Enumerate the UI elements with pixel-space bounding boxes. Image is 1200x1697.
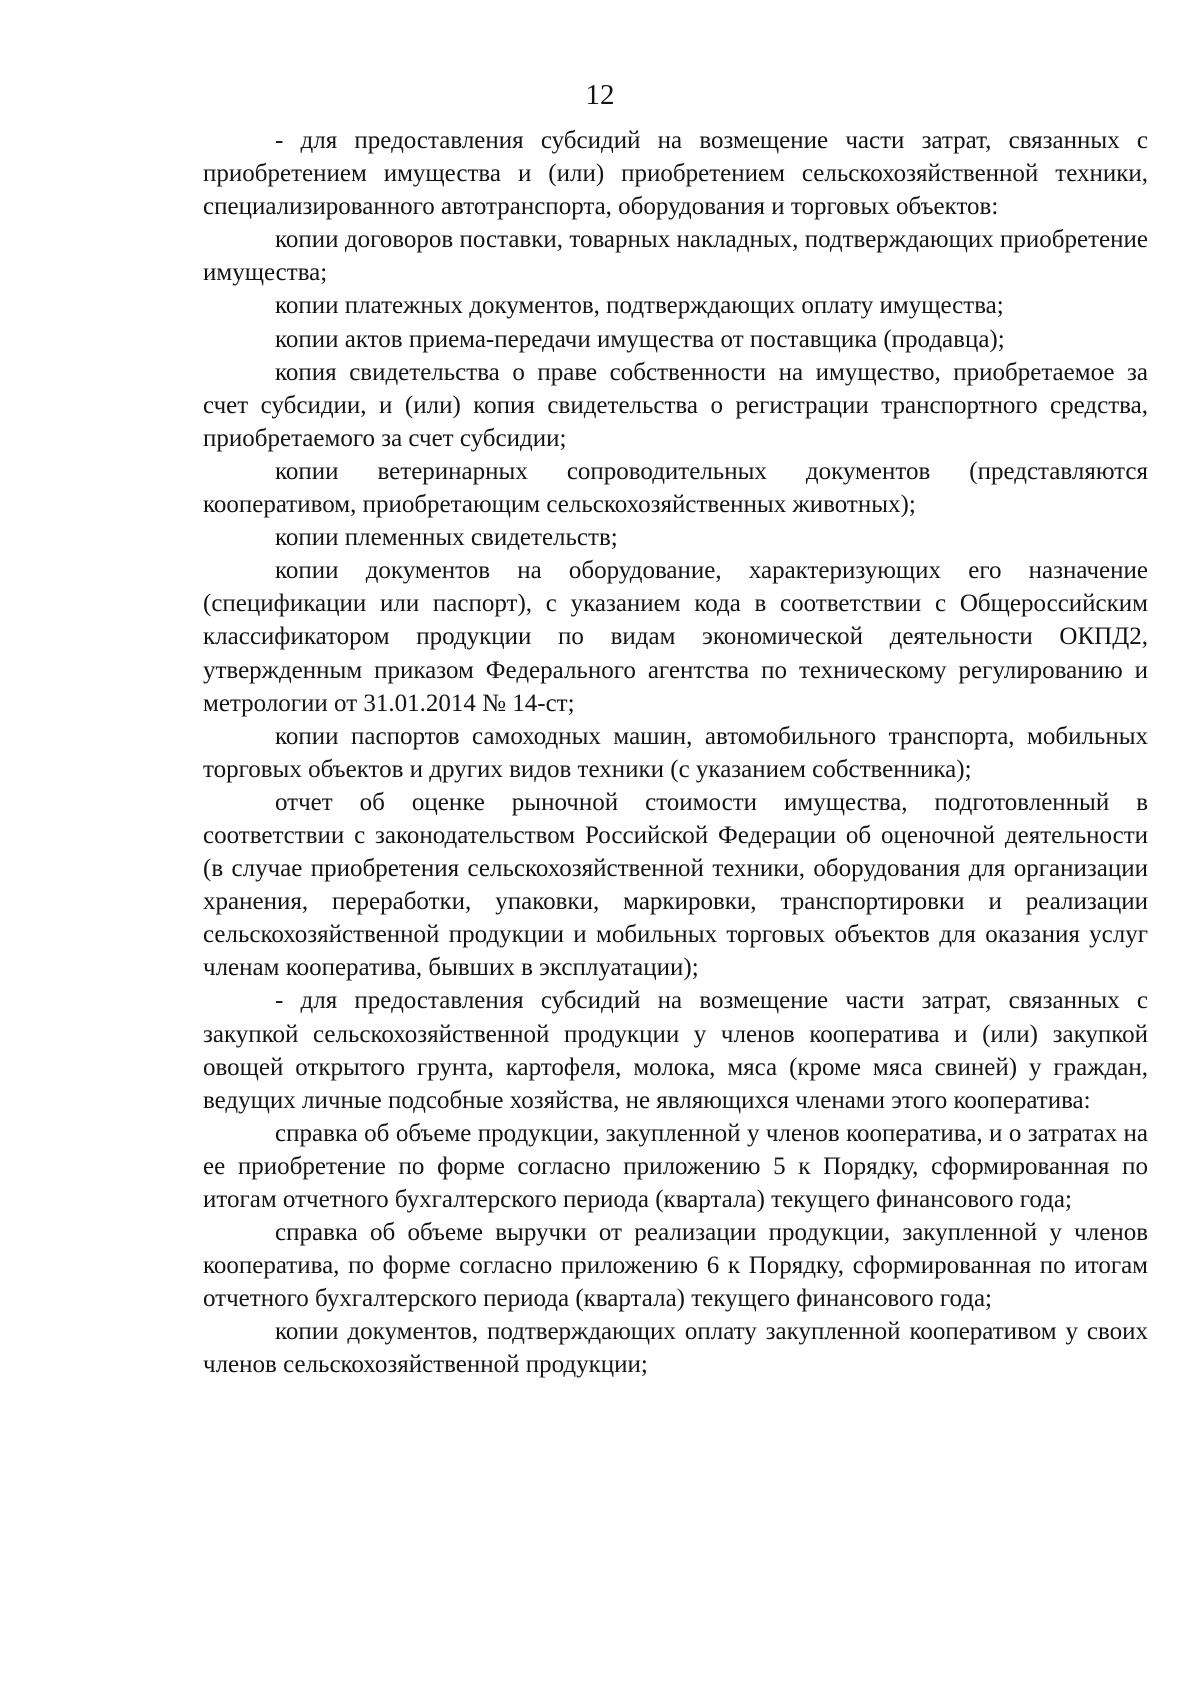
paragraph-ownership-certificate: копия свидетельства о праве собственности на имущество, приобретаемое за счет субсидии, и (или) копия свидетельства о регистрации транспортного средства, приобретаемого за счет субсидии;	[203, 358, 1148, 452]
paragraph-vehicle-passports: копии паспортов самоходных машин, автомобильного транспорта, мобильных торговых объектов и других видов техники (с указанием собственника);	[203, 722, 1148, 783]
paragraph-equipment-documents: копии документов на оборудование, характеризующих его назначение (спецификации или паспорт), с указанием кода в соответствии с Общероссийским классификатором продукции по видам экономической деятельности ОКПД2, утвержденным приказом Федерального агентства по техническому регулированию и метрологии от 31.01.2014 № 14-ст;	[203, 557, 1148, 717]
paragraph-property-subsidy-heading: - для предоставления субсидий на возмещение части затрат, связанных с приобретением имущества и (или) приобретением сельскохозяйственной техники, специализированного автотранспорта, оборудования и торговых объектов:	[203, 127, 1148, 221]
paragraph-revenue-certificate: справка об объеме выручки от реализации продукции, закупленной у членов кооператива, по форме согласно приложению 6 к Порядку, сформированная по итогам отчетного бухгалтерского периода (квартала) текущего финансового года;	[203, 1219, 1148, 1313]
paragraph-supply-contracts: копии договоров поставки, товарных накладных, подтверждающих приобретение имущества;	[203, 226, 1148, 287]
paragraph-veterinary-documents: копии ветеринарных сопроводительных документов (представляются кооперативом, приобретающим сельскохозяйственных животных);	[203, 457, 1148, 519]
paragraph-acceptance-acts: копии актов приема-передачи имущества от поставщика (продавца);	[275, 325, 1005, 353]
page-number: 12	[585, 79, 615, 111]
paragraph-valuation-report: отчет об оценке рыночной стоимости имущества, подготовленный в соответствии с законодательством Российской Федерации об оценочной деятельности (в случае приобретения сельскохозяйственной техники, оборудования для организации хранения, переработки, упаковки, маркировки, транспортировки и реализации сельскохозяйственной продукции и мобильных торговых объектов для оказания услуг членам кооператива, бывших в эксплуатации);	[203, 788, 1148, 982]
paragraph-procurement-subsidy-heading: - для предоставления субсидий на возмещение части затрат, связанных с закупкой сельскохозяйственной продукции у членов кооператива и (или) закупкой овощей открытого грунта, картофеля, молока, мяса (кроме мяса свиней) у граждан, ведущих личные подсобные хозяйства, не являющихся членами этого кооператива:	[203, 987, 1148, 1114]
paragraph-breeding-certificates: копии племенных свидетельств;	[275, 524, 618, 552]
paragraph-payment-documents: копии платежных документов, подтверждающих оплату имущества;	[275, 292, 1004, 320]
paragraph-procurement-payment-documents: копии документов, подтверждающих оплату закупленной кооперативом у своих членов сельскохозяйственной продукции;	[203, 1318, 1148, 1379]
document-body	[203, 124, 1148, 1382]
paragraph-procurement-volume-certificate: справка об объеме продукции, закупленной у членов кооператива, и о затратах на ее приобретение по форме согласно приложению 5 к Порядку, сформированная по итогам отчетного бухгалтерского периода (квартала) текущего финансового года;	[203, 1119, 1148, 1213]
